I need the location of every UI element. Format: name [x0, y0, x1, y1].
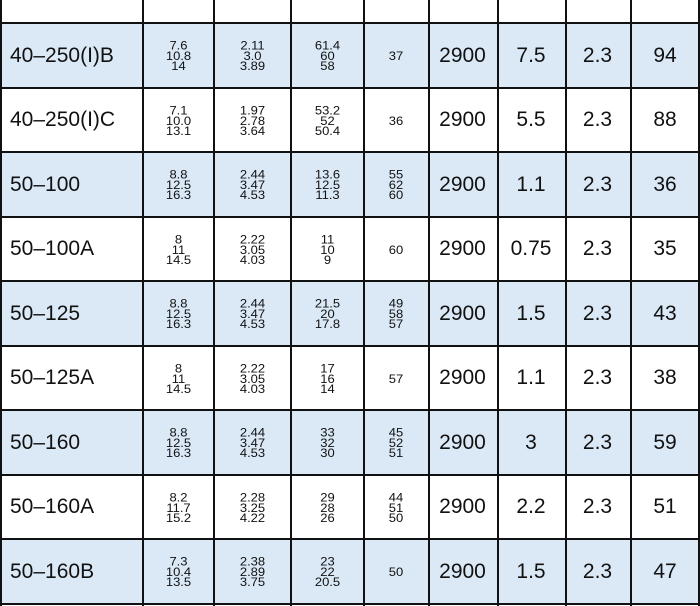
- column-divider: [428, 0, 430, 606]
- column-divider: [213, 0, 215, 606]
- model-cell: [0, 0, 143, 20]
- table-row: [0, 24, 700, 87]
- row-divider: [0, 538, 700, 540]
- flow-ls-cell: 2.22 3.05 4.03: [239, 231, 266, 267]
- head-cell: 13.6 12.5 11.3: [314, 166, 341, 203]
- row-divider: [0, 409, 700, 411]
- npsh-cell: 2.3: [582, 430, 613, 454]
- model-cell: 50–100: [10, 172, 81, 196]
- column-divider: [497, 0, 499, 606]
- flow-ls-cell: 2.22 3.05 4.03: [239, 360, 266, 396]
- weight-cell: 36: [653, 172, 677, 196]
- weight-cell: 43: [653, 301, 677, 325]
- weight-cell: 94: [653, 43, 677, 67]
- row-divider: [0, 216, 700, 218]
- efficiency-cell: 36: [388, 112, 404, 128]
- npsh-cell: [565, 0, 630, 20]
- npsh-cell: 2.3: [582, 301, 613, 325]
- head-cell: 61.4 60 58: [314, 37, 341, 74]
- npsh-cell: 2.3: [582, 366, 613, 389]
- model-cell: 50–100A: [10, 237, 95, 260]
- table-row: [0, 411, 700, 474]
- efficiency-cell: 49 58 57: [388, 295, 404, 332]
- model-cell: 50–160B: [10, 559, 95, 583]
- power-cell: 1.1: [516, 172, 546, 196]
- speed-cell: [428, 0, 497, 20]
- head-cell: 21.5 20 17.8: [314, 295, 341, 332]
- flow-m3h-cell: 8 11 14.5: [165, 231, 192, 267]
- head-cell: 11 10 9: [320, 231, 335, 267]
- flow-m3h-cell: 7.3 10.4 13.5: [165, 553, 192, 590]
- power-cell: 2.2: [516, 495, 546, 518]
- speed-cell: 2900: [439, 366, 486, 389]
- row-divider: [0, 280, 700, 282]
- table-row: [0, 0, 700, 20]
- flow-m3h-cell: 8.2 11.7 15.2: [165, 489, 192, 525]
- flow-ls-cell: 2.28 3.25 4.22: [239, 489, 266, 525]
- column-divider: [630, 0, 632, 606]
- model-cell: 50–160A: [10, 495, 95, 518]
- power-cell: 3: [525, 430, 537, 454]
- npsh-cell: 2.3: [582, 237, 613, 260]
- flow-ls-cell: 2.38 2.89 3.75: [239, 553, 266, 590]
- flow-ls-cell: [214, 0, 291, 20]
- column-divider: [565, 0, 567, 606]
- flow-m3h-cell: [143, 0, 214, 20]
- speed-cell: 2900: [439, 430, 486, 454]
- weight-cell: 59: [653, 430, 677, 454]
- column-divider: [363, 0, 365, 606]
- model-cell: 50–160: [10, 430, 81, 454]
- speed-cell: 2900: [439, 172, 486, 196]
- head-cell: 23 22 20.5: [314, 553, 341, 590]
- head-cell: 29 28 26: [320, 489, 335, 525]
- power-cell: [497, 0, 565, 20]
- head-cell: 33 32 30: [320, 424, 335, 461]
- efficiency-cell: 45 52 51: [388, 424, 404, 461]
- power-cell: 0.75: [510, 237, 552, 260]
- weight-cell: 88: [653, 108, 677, 131]
- speed-cell: 2900: [439, 495, 486, 518]
- table-row: [0, 218, 700, 280]
- flow-ls-cell: 2.44 3.47 4.53: [239, 424, 266, 461]
- speed-cell: 2900: [439, 237, 486, 260]
- weight-cell: 38: [653, 366, 677, 389]
- speed-cell: 2900: [439, 301, 486, 325]
- flow-ls-cell: 2.44 3.47 4.53: [239, 295, 266, 332]
- column-divider: [142, 0, 144, 606]
- column-divider: [290, 0, 292, 606]
- efficiency-cell: 37: [388, 48, 404, 63]
- head-cell: [291, 0, 364, 20]
- flow-ls-cell: 1.97 2.78 3.64: [239, 102, 266, 138]
- model-cell: 40–250(I)B: [10, 43, 114, 67]
- table-row: [0, 153, 700, 216]
- weight-cell: [630, 0, 700, 20]
- efficiency-cell: 44 51 50: [388, 489, 404, 525]
- speed-cell: 2900: [439, 43, 486, 67]
- table-row: [0, 89, 700, 151]
- efficiency-cell: 60: [388, 241, 404, 257]
- weight-cell: 47: [653, 559, 677, 583]
- npsh-cell: 2.3: [582, 495, 613, 518]
- flow-m3h-cell: 7.1 10.0 13.1: [165, 102, 192, 138]
- flow-m3h-cell: 8.8 12.5 16.3: [165, 295, 192, 332]
- npsh-cell: 2.3: [582, 172, 613, 196]
- row-divider: [0, 474, 700, 476]
- row-divider: [0, 345, 700, 347]
- table-row: [0, 347, 700, 409]
- model-cell: 50–125A: [10, 366, 95, 389]
- efficiency-cell: [364, 0, 428, 20]
- efficiency-cell: 57: [388, 370, 404, 386]
- head-cell: 17 16 14: [320, 360, 335, 396]
- flow-m3h-cell: 7.6 10.8 14: [165, 37, 192, 74]
- power-cell: 1.1: [516, 366, 546, 389]
- model-cell: 50–125: [10, 301, 81, 325]
- npsh-cell: 2.3: [582, 108, 613, 131]
- efficiency-cell: 55 62 60: [388, 166, 404, 203]
- flow-ls-cell: 2.11 3.0 3.89: [239, 37, 266, 74]
- npsh-cell: 2.3: [582, 559, 613, 583]
- weight-cell: 51: [653, 495, 677, 518]
- weight-cell: 35: [653, 237, 677, 260]
- speed-cell: 2900: [439, 108, 486, 131]
- efficiency-cell: 50: [388, 564, 404, 579]
- row-divider: [0, 603, 700, 605]
- row-divider: [0, 87, 700, 89]
- table-row: [0, 476, 700, 538]
- power-cell: 5.5: [516, 108, 546, 131]
- power-cell: 1.5: [516, 301, 546, 325]
- row-divider: [0, 22, 700, 24]
- row-divider: [0, 151, 700, 153]
- model-cell: 40–250(I)C: [10, 108, 116, 131]
- table-row: [0, 282, 700, 345]
- power-cell: 7.5: [516, 43, 546, 67]
- flow-m3h-cell: 8.8 12.5 16.3: [165, 166, 192, 203]
- head-cell: 53.2 52 50.4: [314, 102, 341, 138]
- power-cell: 1.5: [516, 559, 546, 583]
- flow-m3h-cell: 8.8 12.5 16.3: [165, 424, 192, 461]
- column-divider: [0, 0, 2, 606]
- flow-m3h-cell: 8 11 14.5: [165, 360, 192, 396]
- speed-cell: 2900: [439, 559, 486, 583]
- table-row: [0, 540, 700, 603]
- npsh-cell: 2.3: [582, 43, 613, 67]
- flow-ls-cell: 2.44 3.47 4.53: [239, 166, 266, 203]
